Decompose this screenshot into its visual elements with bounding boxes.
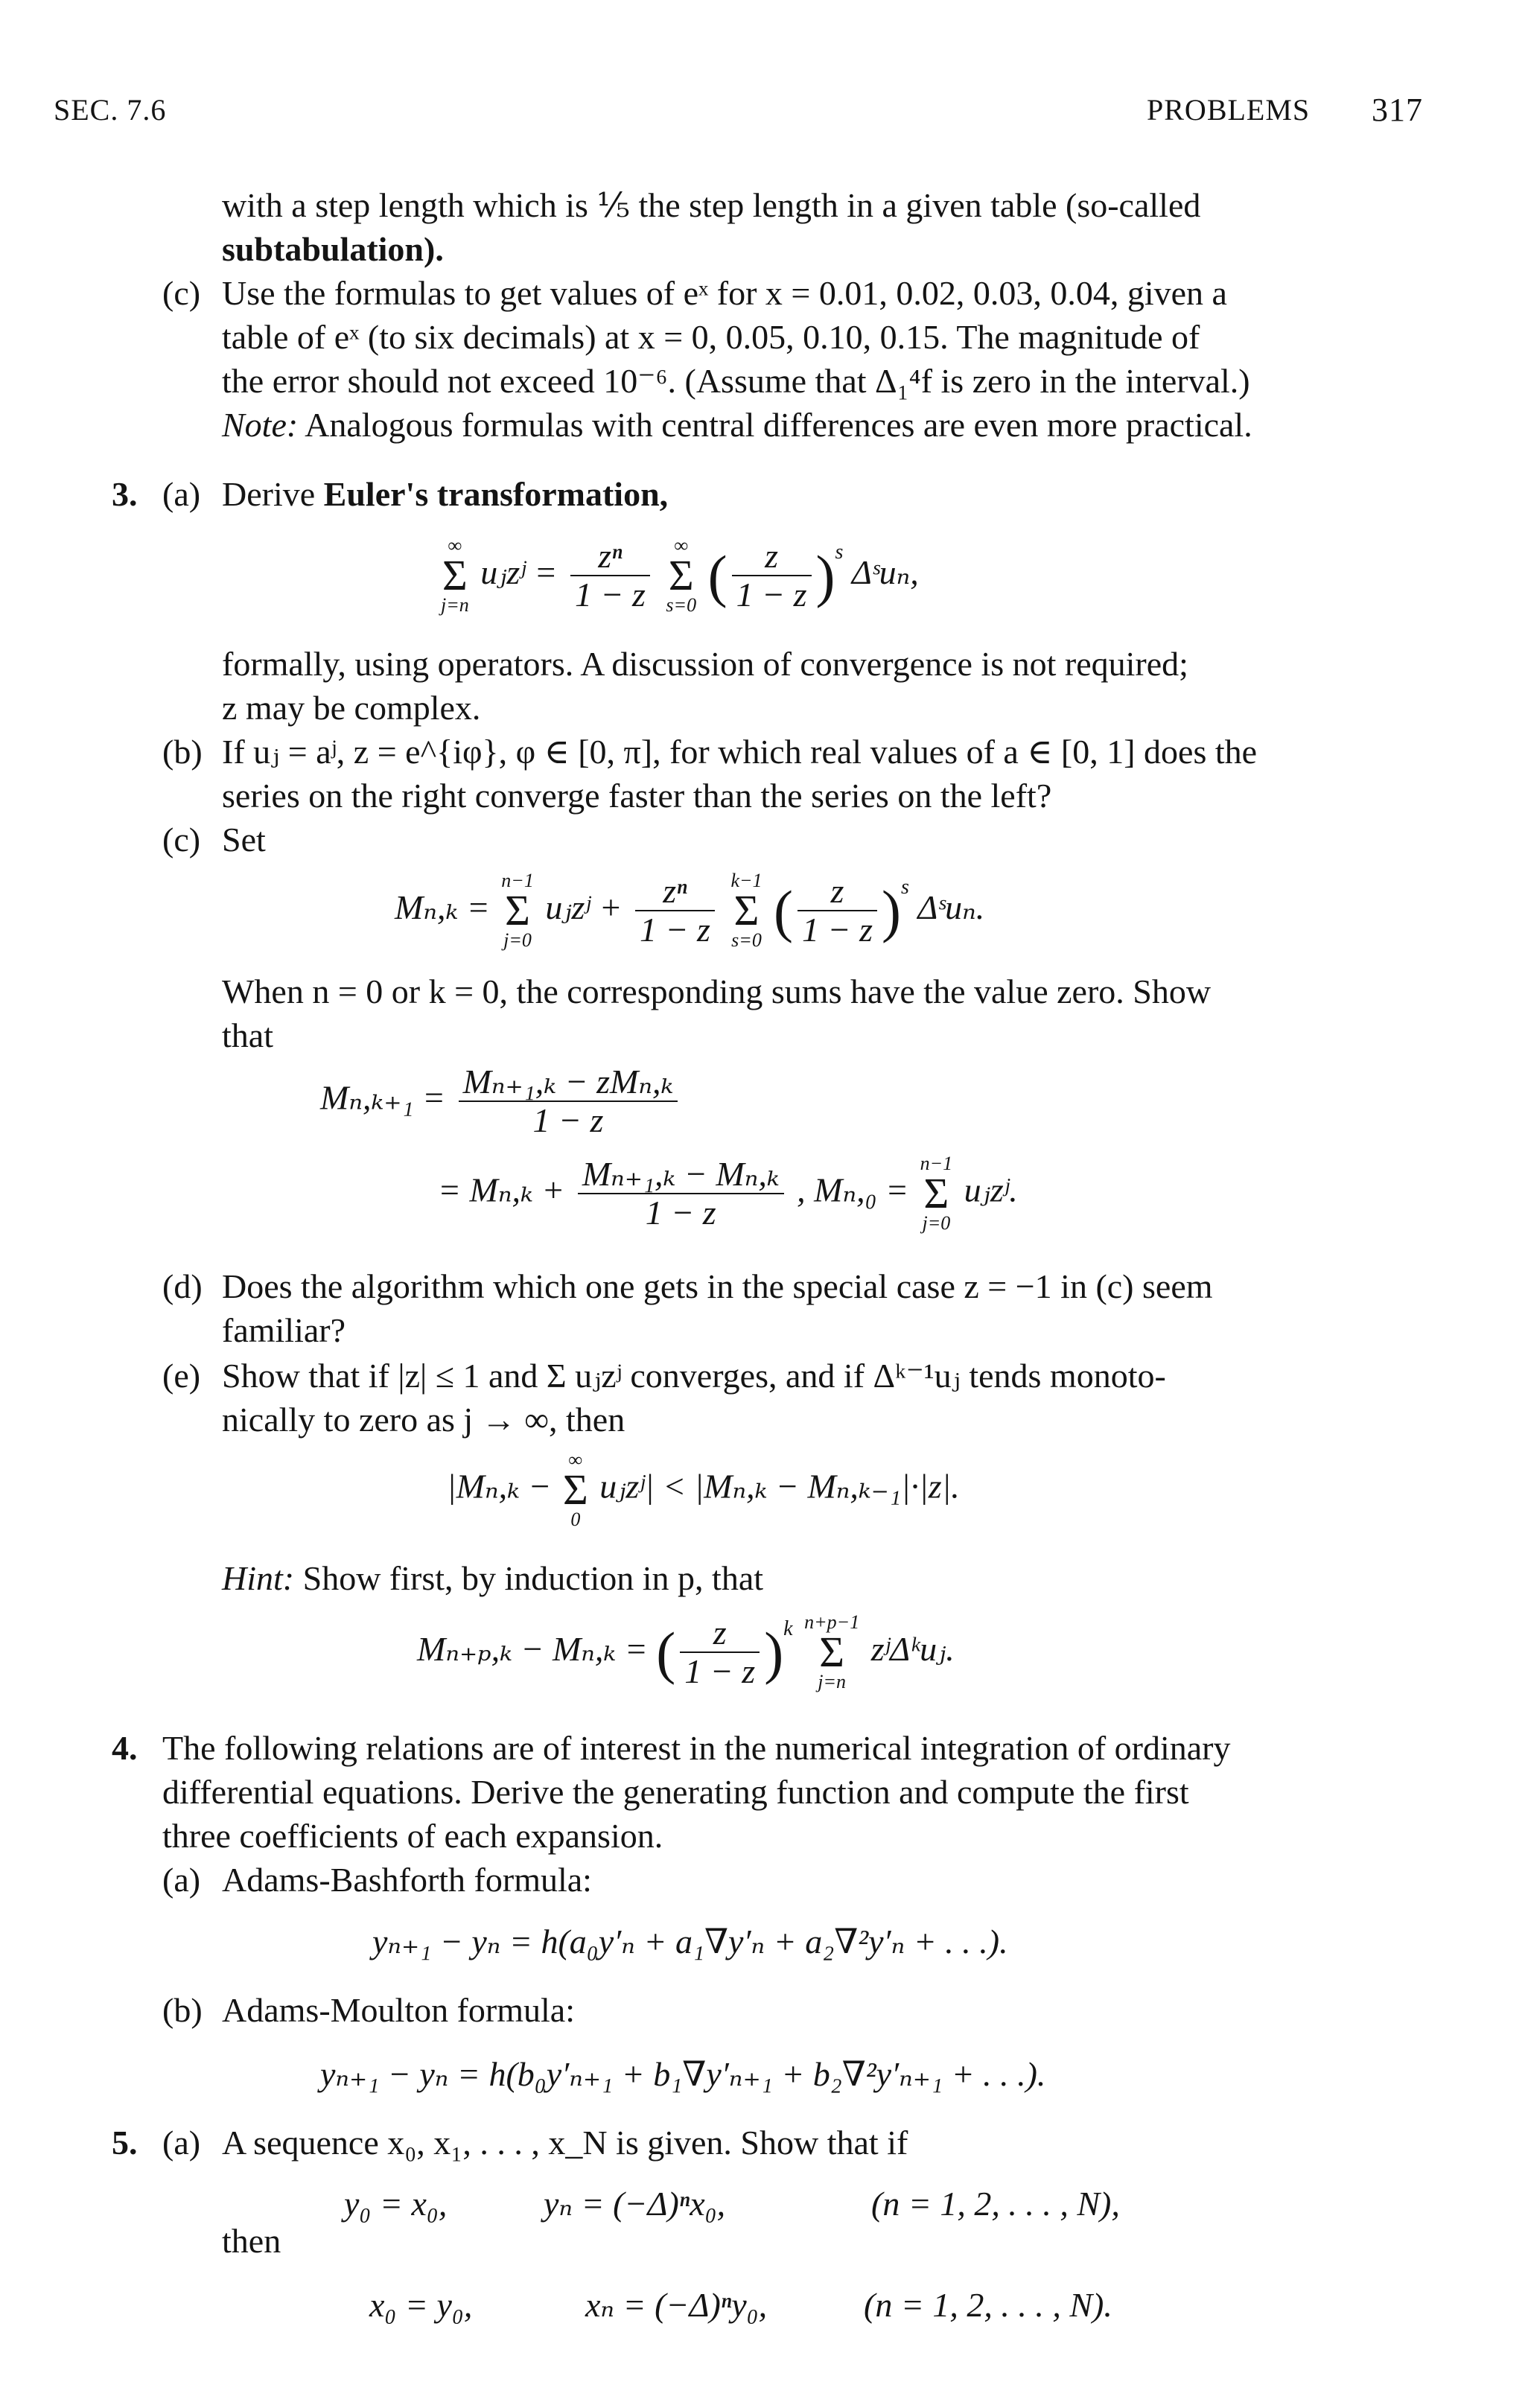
- p3e-label: (e): [162, 1357, 201, 1395]
- p3a-after1: formally, using operators. A discussion of convergence is not required;: [222, 645, 1188, 683]
- p3a-after2: z may be complex.: [222, 689, 481, 727]
- p3a-text: [222, 472, 668, 516]
- equation-p5-2-right: (n = 1, 2, . . . , N).: [864, 2286, 1112, 2324]
- p2c-note: [222, 403, 1252, 447]
- sum-symbol: k−1 Σ s=0: [730, 870, 762, 952]
- equation-p5-2-mid: xₙ = (−Δ)ⁿy₀,: [585, 2286, 768, 2324]
- p3b-line1: If uⱼ = aʲ, z = e^{iφ}, φ ∈ [0, π], for which real values of a ∈ [0, 1] does the: [222, 733, 1258, 771]
- right: uⱼzʲ| < |Mₙ,ₖ − Mₙ,ₖ₋₁|·|z|.: [599, 1467, 960, 1506]
- equation-euler-transformation: ∞ Σ j=n uⱼzʲ = $\frac{\text{zⁿ}}{1 - z}$ ∞ Σ s=0 ( $\frac{z}{1 - z}$ )$^s$ Δˢuₙ,: [441, 535, 919, 617]
- sum-symbol: n−1 Σ j=0: [501, 870, 534, 952]
- p3e-line2: nically to zero as j → ∞, then: [222, 1401, 625, 1439]
- running-title: PROBLEMS: [1147, 93, 1311, 127]
- p2c-line3: the error should not exceed 10⁻⁶. (Assume that Δ₁⁴f is zero in the interval.): [222, 362, 1250, 400]
- left: |Mₙ,ₖ −: [447, 1467, 552, 1506]
- equation-recurrence-line1: [320, 1063, 682, 1139]
- p3d-line2: familiar?: [222, 1311, 346, 1349]
- lhs-term: uⱼzʲ =: [480, 553, 558, 591]
- sum-symbol: ∞ Σ s=0: [666, 535, 697, 617]
- hint-label: Hint:: [222, 1559, 295, 1597]
- inner-fraction: $\frac{z}{1 - z}$: [732, 538, 812, 614]
- fraction: $\frac{\text{zⁿ}}{1 - z}$: [570, 538, 650, 614]
- problem-4-number: 4.: [112, 1729, 138, 1767]
- equation-adams-moulton: yₙ₊₁ − yₙ = h(b₀y′ₙ₊₁ + b₁∇y′ₙ₊₁ + b₂∇²y′ₙ₊₁ + . . .).: [320, 2055, 1046, 2093]
- p3-hint: [222, 1556, 763, 1600]
- p3a-bold: Euler's transformation,: [323, 475, 669, 513]
- lhs: Mₙ,ₖ₊₁ =: [320, 1078, 446, 1117]
- p3c-label: (c): [162, 821, 201, 859]
- p3a-label: (a): [162, 475, 201, 513]
- p2-line1: with a step length which is ⅕ the step length in a given table (so-called: [222, 186, 1201, 224]
- p3c-after1: When n = 0 or k = 0, the corresponding sums have the value zero. Show: [222, 972, 1212, 1010]
- fraction: $\frac{\text{zⁿ}}{1 - z}$: [635, 873, 715, 949]
- equation-p5-1-mid: yₙ = (−Δ)ⁿx₀,: [544, 2185, 726, 2223]
- equation-p5-1-right: (n = 1, 2, . . . , N),: [871, 2185, 1120, 2223]
- tail: zʲΔᵏuⱼ.: [870, 1630, 955, 1668]
- p5a-text: A sequence x₀, x₁, . . . , x_N is given. Show that if: [222, 2124, 908, 2162]
- p4-line3: three coefficients of each expansion.: [162, 1817, 663, 1855]
- p2-line2: subtabulation).: [222, 230, 444, 268]
- hint-text: Show first, by induction in p, that: [294, 1559, 764, 1597]
- line2-mid: , Mₙ,₀ =: [797, 1170, 909, 1209]
- inner-fraction: $\frac{z}{1 - z}$: [797, 873, 877, 949]
- term1: uⱼzʲ +: [545, 888, 623, 926]
- line2-prefix: = Mₙ,ₖ +: [438, 1170, 565, 1209]
- p5a-label: (a): [162, 2124, 201, 2162]
- p3b-line2: series on the right converge faster than the series on the left?: [222, 777, 1052, 815]
- section-header: SEC. 7.6: [54, 93, 167, 127]
- note-label: Note:: [222, 406, 299, 444]
- p3a-lead: Derive: [222, 475, 324, 513]
- note-text: Analogous formulas with central differences are even more practical.: [298, 406, 1252, 444]
- lhs: Mₙ,ₖ =: [395, 888, 490, 926]
- p4b-text: Adams-Moulton formula:: [222, 1991, 575, 2029]
- power: s: [835, 541, 844, 564]
- problem-3-number: 3.: [112, 475, 138, 513]
- sum-symbol: n−1 Σ j=0: [920, 1153, 953, 1234]
- p3b-label: (b): [162, 733, 203, 771]
- p4b-label: (b): [162, 1991, 203, 2029]
- problem-5-number: 5.: [112, 2124, 138, 2162]
- p3c-after2: that: [222, 1016, 273, 1054]
- p4-line2: differential equations. Derive the generating function and compute the first: [162, 1773, 1189, 1811]
- tail: Δˢuₙ.: [917, 888, 985, 926]
- equation-p5-1-left: y₀ = x₀,: [344, 2185, 448, 2223]
- power: k: [783, 1617, 793, 1640]
- equation-adams-bashforth: yₙ₊₁ − yₙ = h(a₀y′ₙ + a₁∇y′ₙ + a₂∇²y′ₙ + . . .).: [372, 1923, 1008, 1961]
- p3d-label: (d): [162, 1267, 203, 1305]
- p4a-label: (a): [162, 1861, 201, 1899]
- p5-then: then: [222, 2222, 281, 2260]
- equation-hint: Mₙ₊ₚ,ₖ − Mₙ,ₖ = ( $\frac{z}{1 - z}$ )$^k$ n+p−1 Σ j=n zʲΔᵏuⱼ.: [417, 1611, 955, 1693]
- page-number: 317: [1372, 92, 1423, 128]
- lhs: Mₙ₊ₚ,ₖ − Mₙ,ₖ =: [417, 1630, 648, 1668]
- power: s: [900, 876, 909, 899]
- p2c-line2: table of eˣ (to six decimals) at x = 0, 0.05, 0.10, 0.15. The magnitude of: [222, 318, 1200, 356]
- equation-recurrence-line2: [438, 1154, 1018, 1233]
- fraction: $\frac{\text{Mₙ₊₁,ₖ − zMₙ,ₖ}}{1 - z}$: [459, 1063, 678, 1139]
- p3e-line1: Show that if |z| ≤ 1 and Σ uⱼzʲ converges, and if Δᵏ⁻¹uⱼ tends monoto-: [222, 1357, 1166, 1395]
- p3c-text: Set: [222, 821, 266, 859]
- sum-symbol: n+p−1 Σ j=n: [804, 1611, 860, 1693]
- inner-fraction: $\frac{z}{1 - z}$: [680, 1614, 760, 1690]
- tail: Δˢuₙ,: [851, 553, 919, 591]
- equation-inequality: [447, 1450, 960, 1529]
- p2c-line1: Use the formulas to get values of eˣ for x = 0.01, 0.02, 0.03, 0.04, given a: [222, 274, 1227, 312]
- line2-tail: uⱼzʲ.: [964, 1170, 1018, 1209]
- equation-p5-2-left: x₀ = y₀,: [369, 2286, 473, 2324]
- fraction: $\frac{\text{Mₙ₊₁,ₖ − Mₙ,ₖ}}{1 - z}$: [578, 1156, 784, 1232]
- sum-symbol: ∞ Σ 0: [562, 1449, 588, 1530]
- p2c-label: (c): [162, 274, 201, 312]
- p3d-line1: Does the algorithm which one gets in the special case z = −1 in (c) seem: [222, 1267, 1213, 1305]
- equation-m-definition: Mₙ,ₖ = n−1 Σ j=0 uⱼzʲ + $\frac{\text{zⁿ}}{1 - z}$ k−1 Σ s=0 ( $\frac{z}{1 - z}$ )$^s$ Δˢuₙ.: [395, 870, 985, 952]
- sum-symbol: ∞ Σ j=n: [441, 535, 469, 617]
- p4a-text: Adams-Bashforth formula:: [222, 1861, 592, 1899]
- p4-line1: The following relations are of interest in the numerical integration of ordinary: [162, 1729, 1231, 1767]
